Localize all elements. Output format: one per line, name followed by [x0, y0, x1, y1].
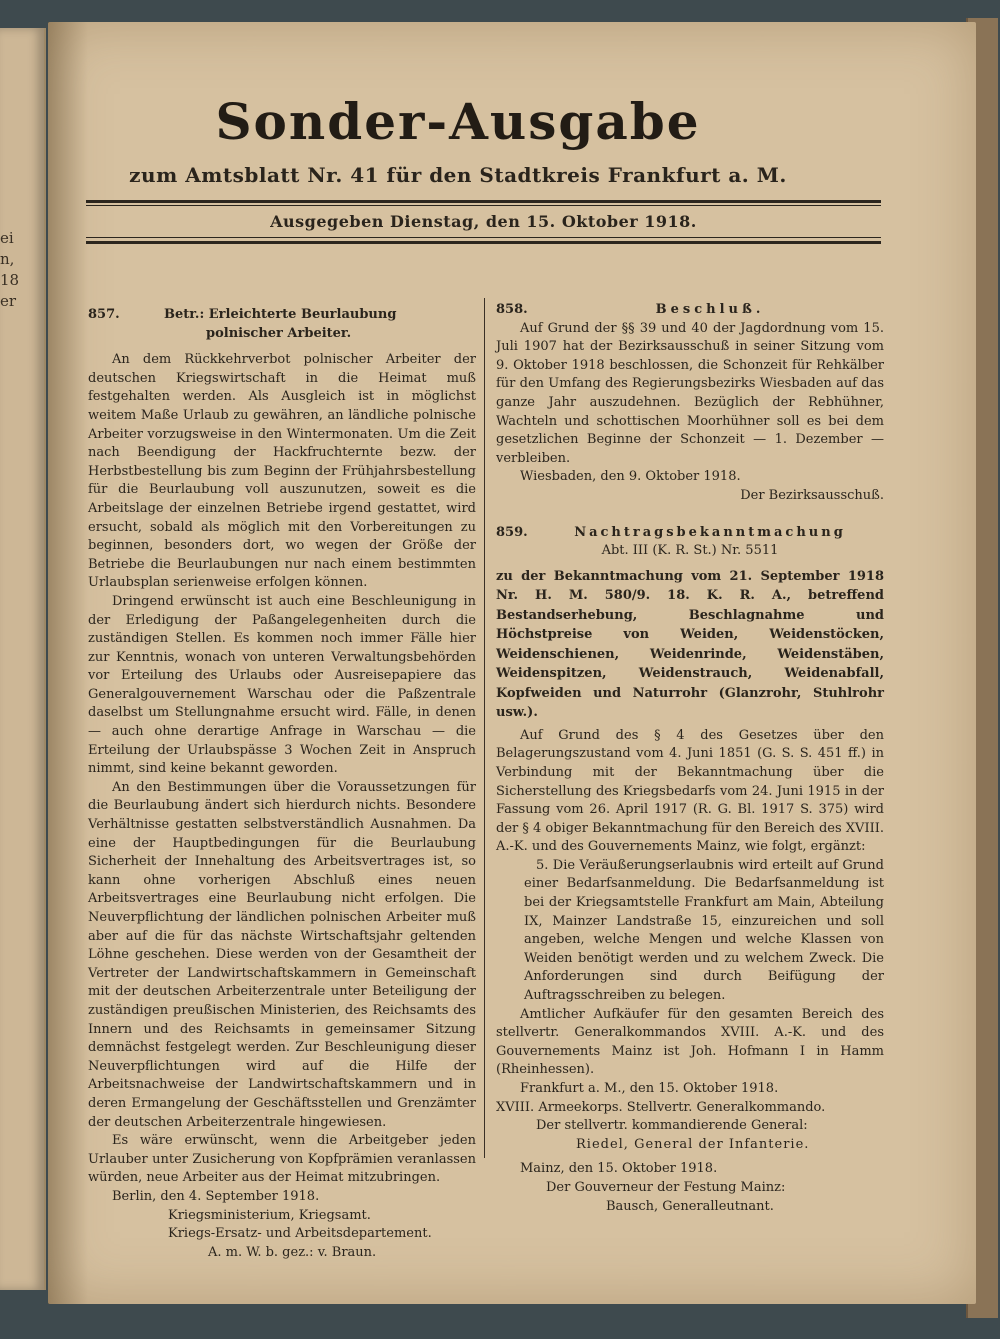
previous-page-text [0, 228, 19, 312]
paragraph: An dem Rückkehrverbot polnischer Arbeiter der deutschen Kriegswirtschaft in die Heimat muß festgehalten werden. Als Ausgleich ist in möglichst weitem Maße Urlaub zu gewähren, an ländliche polnische Arbeiter vorzugsweise in den Wintermonaten. Um die Zeit nach Beendigung der Hackfruchternte bezw. der Herbstbestellung bis zum Beginn der Frühjahrsbestellung für die Beurlaubung voll auszunutzen, soweit es die Arbeitslage der einzelnen Betriebe irgend gestattet, wird ersucht, sobald als möglich mit den Vorbereitungen zu beginnen, besonders dort, wo wegen der Größe der Betriebe die Beurlaubungen nur nach einem bestimmten Urlaubsplan serienweise erfolgen können. [88, 352, 476, 591]
previous-page-edge [0, 28, 46, 1290]
signature-line: Riedel, General der Infanterie. [576, 1136, 810, 1152]
place-date: Mainz, den 15. Oktober 1918. [520, 1161, 718, 1177]
column-right [496, 301, 884, 1216]
header-rule [86, 241, 881, 244]
item-subject [150, 306, 476, 343]
paragraph: Auf Grund des § 4 des Gesetzes über den Belagerungszustand vom 4. Juni 1851 (G. S. S. 451 ff.) in Verbindung mit der Bekanntmachung über die Sicherstellung des Kriegsbedarfs vom 24. Juni 1915 in der Fassung vom 26. April 1917 (R. G. Bl. 1917 S. 375) wird der § 4 obiger Bekanntmachung für den Bereich des XVIII. A.-K. und des Gouvernements Mainz, wie folgt, ergänzt: [496, 727, 884, 855]
prev-fragment: n, [0, 250, 15, 268]
place-date: Frankfurt a. M., den 15. Oktober 1918. [520, 1081, 779, 1096]
column-divider [484, 298, 485, 1158]
prev-fragment: ei [0, 229, 14, 247]
item-857-header [88, 306, 476, 343]
header-rule-thin [86, 237, 881, 238]
item-number: 857. [88, 307, 120, 322]
item-title: Nachtragsbekanntmachung [574, 524, 846, 540]
page-title: Sonder-Ausgabe [215, 92, 701, 151]
paragraph: An den Bestimmungen über die Voraussetzungen für die Beurlaubung ändert sich hierdurch nichts. Besondere Verhältnisse gestatten selbstverständlich Ausnahmen. Da eine der Hauptbedingungen für die Beurlaubung Sicherheit der Innehaltung des Arbeitsvertrages ist, so kann ohne vorherigen Abschluß eines neuen Arbeitsvertrages eine Beurlaubung nicht erfolgen. Die Neuverpflichtung der ländlichen polnischen Arbeiter muß aber auf die für das nächste Wirtschaftsjahr geltenden Löhne geschehen. Diese werden von der Gesamtheit der Vertreter der Landwirtschaftskammern in Gemeinschaft mit der deutschen Arbeiterzentrale unter Beteiligung der zuständigen preußischen Ministerien, des Reichsamts des Innern und des Reichsamts in gemeinsamer Sitzung demnächst festgelegt werden. Zur Beschleunigung dieser Neuverpflichtungen wird auf die Hilfe der Arbeitsnachweise der Landwirtschaftskammern und in deren Ermangelung der Geschäftsstellen und Grenzämter der deutschen Arbeiterzentrale hingewiesen. [88, 779, 476, 1130]
subject-line: Betr.: Erleichterte Beurlaubung [164, 307, 397, 322]
column-left [88, 306, 476, 1262]
paragraph: Dringend erwünscht ist auch eine Beschleunigung in der Erledigung der Paßangelegenheiten durch die zuständigen Stellen. Es kommen noch immer Fälle hier zur Kenntnis, wonach von unteren Verwaltungsbehörden vor Erteilung des Urlaubs oder Ausreisepapiere das Generalgouvernement Warschau oder die Paßzentrale daselbst um Stellungnahme ersucht wird. Fälle, in denen — auch ohne derartige Anfrage in Warschau — die Erteilung der Urlaubspässe 3 Wochen Zeit in Anspruch nimmt, sind keine bekannt geworden. [88, 593, 476, 777]
place-date: Wiesbaden, den 9. Oktober 1918. [520, 469, 741, 485]
signature-line: Kriegsministerium, Kriegsamt. [168, 1207, 371, 1223]
signature-line: XVIII. Armeekorps. Stellvertr. Generalkommando. [496, 1099, 826, 1115]
place-date: Berlin, den 4. September 1918. [112, 1188, 320, 1204]
paragraph: 5. Die Veräußerungserlaubnis wird erteilt auf Grund einer Bedarfsanmeldung. Die Bedarfsanmeldung ist bei der Kriegsamtstelle Frankfurt am Main, Abteilung IX, Mainzer Landstraße 15, einzureichen und soll angeben, welche Mengen und welche Klassen von Weiden benötigt werden und zu welchem Zweck. Die Anforderungen sind durch Beifügung der Auftragsschreiben zu belegen. [524, 857, 884, 1004]
signature-line: Kriegs-Ersatz- und Arbeitsdepartement. [168, 1226, 432, 1242]
paragraph: Amtlicher Aufkäufer für den gesamten Bereich des stellvertr. Generalkommandos XVIII. A.-K. und des Gouvernements Mainz ist Joh. Hofmann I in Hamm (Rheinhessen). [496, 1006, 884, 1078]
item-859-header [496, 524, 884, 543]
paragraph: Es wäre erwünscht, wenn die Arbeitgeber jeden Urlauber unter Zusicherung von Kopfprämien veranlassen würden, neue Arbeiter aus der Heimat mitzubringen. [88, 1133, 476, 1186]
signature-line: Der stellvertr. kommandierende General: [536, 1118, 808, 1134]
item-title: Beschluß. [655, 302, 765, 317]
prev-fragment: 18 [0, 271, 20, 289]
signature-line: Bausch, Generalleutnant. [606, 1198, 774, 1214]
header-rule-thin [86, 205, 881, 206]
signature-line: Der Bezirksausschuß. [740, 487, 884, 503]
subject-line: polnischer Arbeiter. [206, 325, 352, 341]
masthead [48, 92, 868, 187]
issue-date: Ausgegeben Dienstag, den 15. Oktober 1918. [270, 212, 697, 231]
paragraph: Auf Grund der §§ 39 und 40 der Jagdordnung vom 15. Juli 1907 hat der Bezirksausschuß in seiner Sitzung vom 9. Oktober 1918 beschlossen, die Schonzeit für Rehkälber für den Umfang des Regierungsbezirks Wiesbaden auf das ganze Jahr auszudehnen. Bezüglich der Rebhühner, Wachteln und schottischen Moorhühner soll es bei dem gesetzlichen Beginne der Schonzeit — 1. Dezember — verbleiben. [496, 320, 884, 466]
notice-subject: zu der Bekanntmachung vom 21. September 1918 Nr. H. M. 580/9. 18. K. R. A., betreffend Bestandserhebung, Beschlagnahme und Höchstpreise von Weiden, Weidenstöcken, Weidenschienen, Weidenrinde, Weidenstäben, Weidenspitzen, Weidenstrauch, Weidenabfall, Kopfweiden und Naturrohr (Glanzrohr, Stuhlrohr usw.). [496, 568, 884, 721]
gutter-shadow [48, 22, 88, 1304]
item-858-header [496, 301, 884, 320]
reference-number: Abt. III (K. R. St.) Nr. 5511 [601, 543, 779, 559]
header-rule [86, 200, 881, 203]
signature-line: A. m. W. b. gez.: v. Braun. [208, 1244, 377, 1260]
page-subtitle: zum Amtsblatt Nr. 41 für den Stadtkreis Frankfurt a. M. [129, 163, 787, 187]
prev-fragment: er [0, 292, 17, 310]
signature-line: Der Gouverneur der Festung Mainz: [546, 1179, 786, 1195]
item-number: 859. [496, 524, 528, 540]
item-number: 858. [496, 302, 528, 317]
